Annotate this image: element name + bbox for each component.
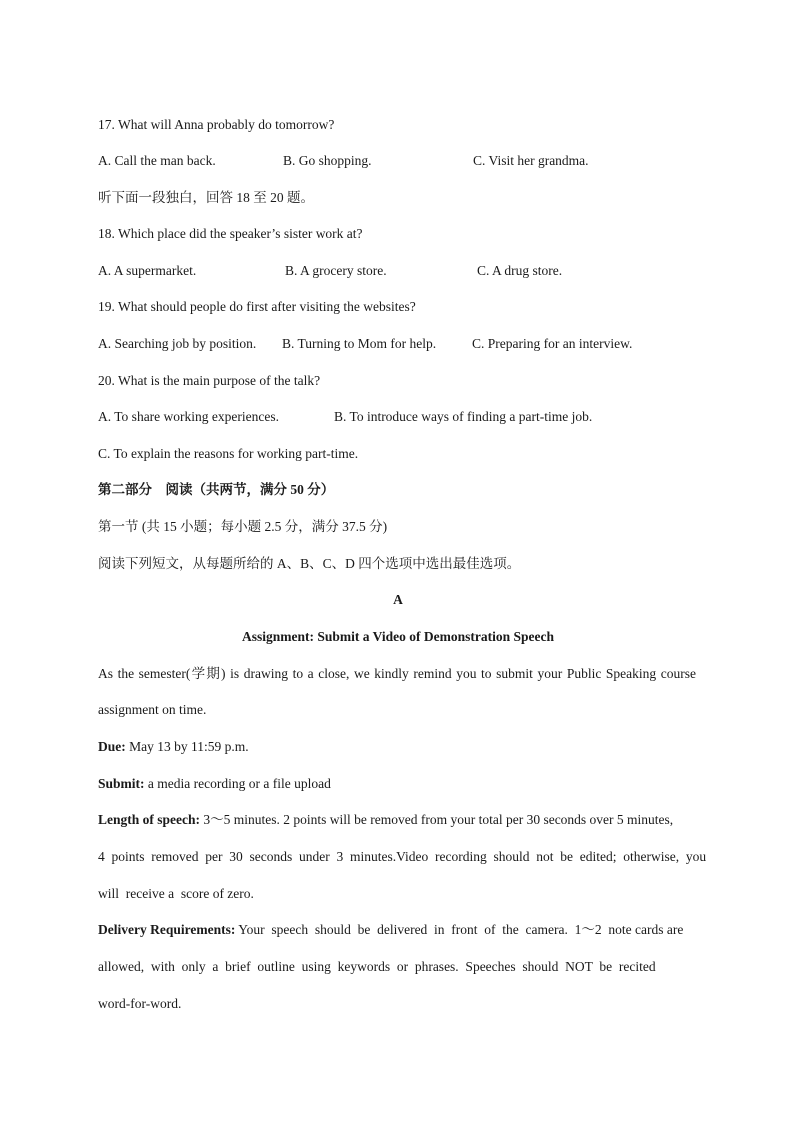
delivery-value-1: Your speech should be delivered in front of the camera. 1～2 note cards are (235, 922, 684, 937)
reading-instruction: 阅读下列短文，从每题所给的 A、B、C、D 四个选项中选出最佳选项。 (98, 556, 521, 571)
question-19-stem: 19. What should people do first after visiting the websites? (98, 299, 416, 314)
question-17-stem: 17. What will Anna probably do tomorrow? (98, 117, 335, 132)
delivery-line-3: word-for-word. (98, 996, 182, 1011)
delivery-line-1 (98, 921, 683, 939)
question-20-option-c: C. To explain the reasons for working part-time. (98, 446, 359, 461)
question-20-option-a: A. To share working experiences. (98, 409, 279, 424)
length-value-1: 3～5 minutes. 2 points will be removed from your total per 30 seconds over 5 minutes, (200, 812, 674, 827)
question-18-option-a: A. A supermarket. (98, 263, 197, 278)
question-19-option-c: C. Preparing for an interview. (472, 336, 633, 351)
delivery-label: Delivery Requirements: (98, 922, 236, 937)
submit-label: Submit: (98, 776, 145, 791)
due-line (98, 738, 249, 756)
passage-title: Assignment: Submit a Video of Demonstration Speech (241, 629, 554, 644)
question-19-option-b: B. Turning to Mom for help. (282, 336, 437, 351)
section-one-heading: 第一节 (共 15 小题；每小题 2.5 分，满分 37.5 分) (98, 519, 388, 534)
length-line-3: will receive a score of zero. (98, 886, 254, 901)
question-20-stem: 20. What is the main purpose of the talk? (98, 373, 321, 388)
question-17-option-a: A. Call the man back. (98, 153, 216, 168)
monologue-instruction: 听下面一段独白，回答 18 至 20 题。 (98, 190, 314, 205)
length-line-1 (98, 811, 673, 829)
question-18-option-c: C. A drug store. (477, 263, 563, 278)
question-18-option-b: B. A grocery store. (285, 263, 387, 278)
question-19-option-a: A. Searching job by position. (98, 336, 257, 351)
delivery-line-2: allowed, with only a brief outline using keywords or phrases. Speeches should NOT be recited (98, 959, 656, 974)
due-value: May 13 by 11:59 p.m. (125, 739, 249, 754)
submit-value: a media recording or a file upload (144, 776, 331, 791)
part-two-heading: 第二部分 阅读（共两节，满分 50 分） (98, 482, 335, 497)
passage-intro-line-1: As the semester(学期) is drawing to a close, we kindly remind you to submit your Public Speaking course (98, 666, 696, 681)
question-20-option-b: B. To introduce ways of finding a part-time job. (334, 409, 593, 424)
passage-letter: A (393, 592, 403, 607)
question-18-stem: 18. Which place did the speaker’s sister work at? (98, 226, 363, 241)
length-line-2: 4 points removed per 30 seconds under 3 minutes.Video recording should not be edited; otherwise, you (98, 849, 707, 864)
question-17-option-c: C. Visit her grandma. (473, 153, 589, 168)
passage-intro-line-2: assignment on time. (98, 702, 207, 717)
submit-line (98, 775, 331, 793)
length-label: Length of speech: (98, 812, 200, 827)
due-label: Due: (98, 739, 126, 754)
question-17-option-b: B. Go shopping. (283, 153, 372, 168)
